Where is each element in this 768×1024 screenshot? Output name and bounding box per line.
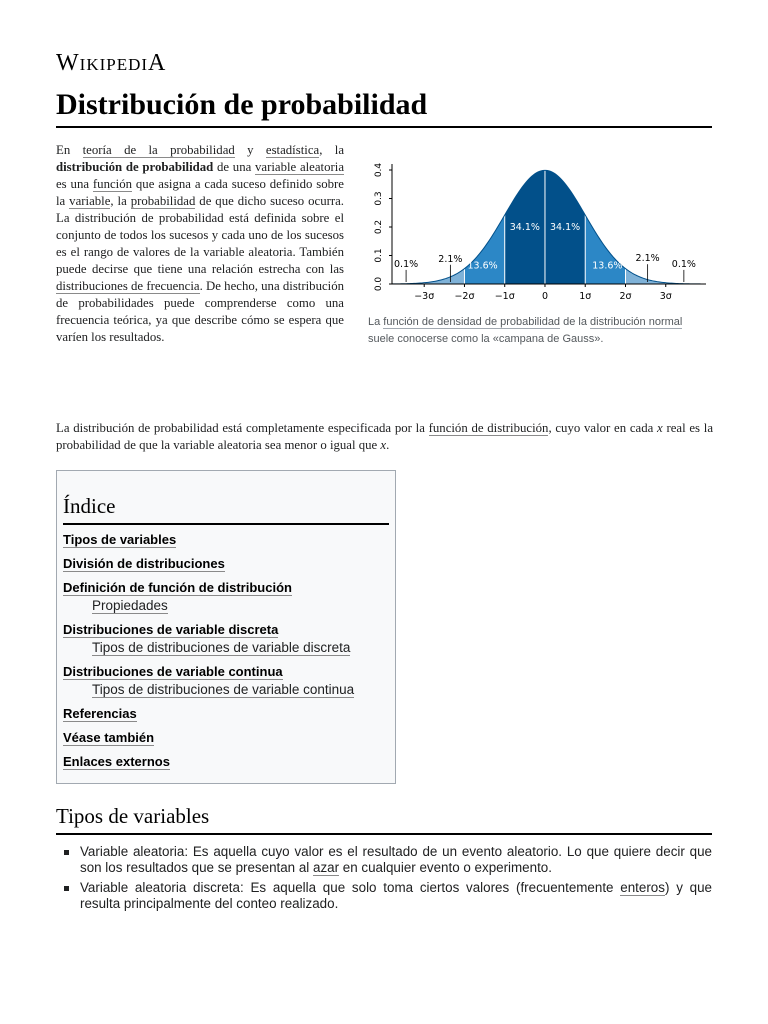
link-distribuciones-frecuencia[interactable]: distribuciones de frecuencia bbox=[56, 279, 200, 293]
link-azar[interactable]: azar bbox=[313, 860, 340, 875]
link-estadistica[interactable]: estadística bbox=[265, 143, 320, 157]
link-teoria-probabilidad[interactable]: teoría de la probabilidad bbox=[82, 143, 235, 157]
region-label: 2.1% bbox=[438, 253, 463, 265]
link-funcion[interactable]: función bbox=[92, 177, 133, 191]
toc-item-definicion-funcion[interactable]: Definición de función de distribución bbox=[63, 580, 292, 595]
toc-item-enlaces-externos[interactable]: Enlaces externos bbox=[63, 754, 170, 769]
x-tick-label: 1σ bbox=[579, 291, 592, 302]
region-label: 2.1% bbox=[635, 253, 660, 265]
logo-letter-w: W bbox=[56, 50, 80, 76]
link-funcion-distribucion[interactable]: función de distribución bbox=[428, 421, 549, 435]
normal-distribution-chart[interactable] bbox=[368, 152, 714, 308]
figure-caption: La función de densidad de probabilidad de la distribución normal suele conocerse como la «campana de Gauss». bbox=[368, 316, 683, 345]
link-enteros[interactable]: enteros bbox=[620, 880, 665, 895]
x-tick-label: −1σ bbox=[494, 291, 515, 302]
toc-title: Índice bbox=[63, 491, 389, 525]
y-tick-label: 0.0 bbox=[374, 276, 384, 292]
x-tick-label: −3σ bbox=[414, 291, 435, 302]
link-funcion-densidad[interactable]: función de densidad de probabilidad bbox=[383, 316, 561, 328]
bullet-icon bbox=[64, 850, 69, 855]
table-of-contents bbox=[56, 470, 396, 784]
link-probabilidad[interactable]: probabilidad bbox=[130, 194, 196, 208]
toc-item-division-distribuciones[interactable]: División de distribuciones bbox=[63, 556, 225, 571]
toc-item-vease-tambien[interactable]: Véase también bbox=[63, 730, 155, 745]
page-title: Distribución de probabilidad bbox=[56, 86, 712, 128]
toc-item-referencias[interactable]: Referencias bbox=[63, 706, 137, 721]
region-label: 13.6% bbox=[592, 260, 623, 272]
y-tick-label: 0.2 bbox=[374, 219, 384, 235]
toc-subitem-tipos-discreta[interactable]: Tipos de distribuciones de variable discreta bbox=[92, 640, 351, 655]
region-label: 13.6% bbox=[467, 260, 498, 272]
region-label: 34.1% bbox=[509, 221, 540, 233]
logo-letters: IKIPEDI bbox=[79, 55, 149, 74]
toc-subitem-tipos-continua[interactable]: Tipos de distribuciones de variable continua bbox=[92, 682, 355, 697]
list-item: Variable aleatoria discreta: Es aquella que solo toma ciertos valores (frecuentemente enteros) y que resulta principalmente del conteo realizado. bbox=[62, 880, 712, 912]
link-distribucion-normal[interactable]: distribución normal bbox=[590, 316, 683, 328]
y-tick-label: 0.4 bbox=[374, 162, 384, 178]
x-tick-label: −2σ bbox=[454, 291, 475, 302]
region-label: 0.1% bbox=[671, 258, 696, 270]
bullet-icon bbox=[64, 886, 69, 891]
logo-letter-a: A bbox=[148, 50, 167, 76]
x-tick-label: 3σ bbox=[659, 291, 672, 302]
toc-item-variable-discreta[interactable]: Distribuciones de variable discreta bbox=[63, 622, 279, 637]
intro-paragraph: En teoría de la probabilidad y estadística, la distribución de probabilidad de una variable aleatoria es una función que asigna a cada suceso definido sobre la variable, la probabilidad de que dicho suceso ocurra. La distribución de probabilidad está definida sobre el conjunto de todos los sucesos y cada uno de los sucesos es el rango de valores de la variable aleatoria. También puede decirse que tiene una relación estrecha con las distribuciones de frecuencia. De hecho, una distribución de probabilidades puede comprenderse como una frecuencia teórica, ya que describe cómo se espera que varíen los resultados. bbox=[56, 143, 344, 344]
link-variable[interactable]: variable bbox=[69, 194, 111, 208]
distribution-paragraph: La distribución de probabilidad está completamente especificada por la función de distribución, cuyo valor en cada x real es la probabilidad de que la variable aleatoria sea menor o igual que x. bbox=[56, 421, 714, 452]
list-item: Variable aleatoria: Es aquella cuyo valor es el resultado de un evento aleatorio. Lo que quiere decir que son los resultados que se presentan al azar en cualquier evento o experimento. bbox=[62, 844, 712, 876]
region-label: 0.1% bbox=[394, 258, 419, 270]
y-tick-label: 0.3 bbox=[374, 191, 384, 206]
y-tick-label: 0.1 bbox=[374, 248, 384, 263]
x-tick-label: 0 bbox=[541, 291, 548, 302]
wikipedia-logo[interactable] bbox=[56, 50, 166, 77]
x-tick-label: 2σ bbox=[619, 291, 632, 302]
variable-types-list bbox=[62, 844, 712, 916]
region-label: 34.1% bbox=[550, 221, 581, 233]
toc-item-variable-continua[interactable]: Distribuciones de variable continua bbox=[63, 664, 283, 679]
section-heading-tipos-variables: Tipos de variables bbox=[56, 802, 712, 835]
link-variable-aleatoria[interactable]: variable aleatoria bbox=[255, 160, 344, 174]
normal-distribution-figure bbox=[368, 152, 714, 348]
toc-item-tipos-variables[interactable]: Tipos de variables bbox=[63, 532, 177, 547]
bold-term: distribución de probabilidad bbox=[56, 160, 214, 174]
toc-subitem-propiedades[interactable]: Propiedades bbox=[92, 598, 168, 613]
